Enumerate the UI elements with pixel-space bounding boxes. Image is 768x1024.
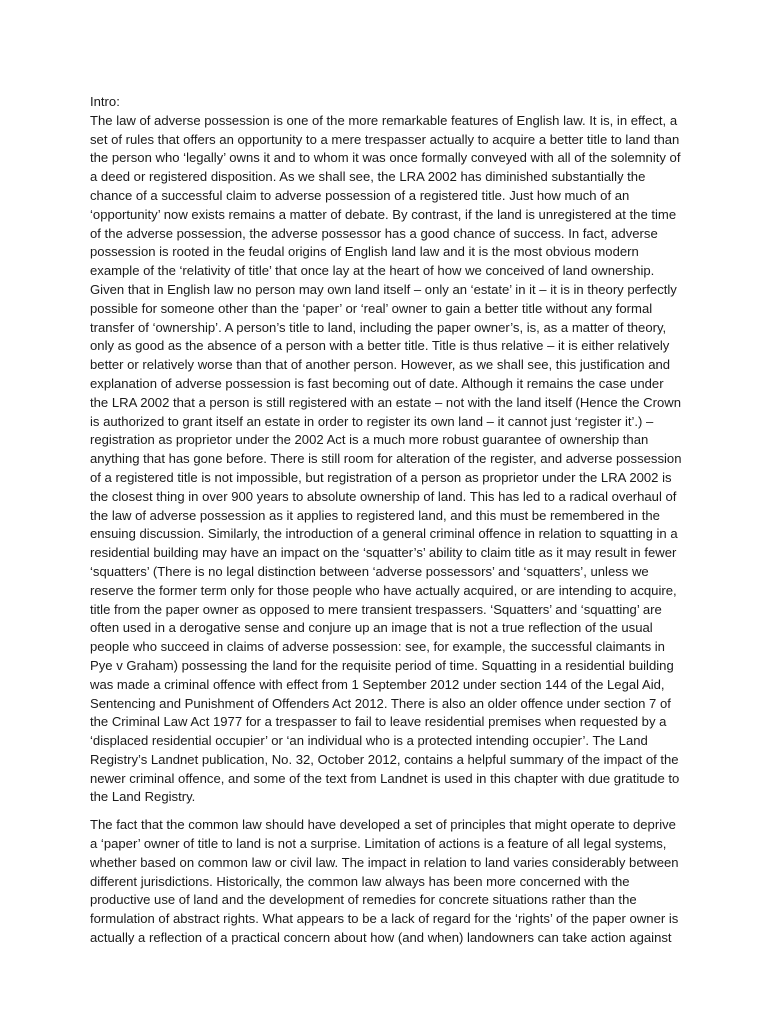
paragraph-common-law: The fact that the common law should have developed a set of principles that might operate to deprive a ‘paper’ owner of title to land is not a surprise. Limitation of actions is a feature of all legal systems, whether based on common law or civil law. The impact in relation to land varies considerably between different jurisdictions. Historically, the common law always has been more concerned with the productive use of land and the development of remedies for concrete situations rather than the formulation of abstract rights. What appears to be a lack of regard for the ‘rights’ of the paper owner is actually a reflection of a practical concern about how (and when) landowners can take action against xyxy=(90,817,679,946)
paragraph-intro: The law of adverse possession is one of the more remarkable features of English law. It is, in effect, a set of rules that offers an opportunity to a mere trespasser actually to acquire a better title to land than the person who ‘legally’ owns it and to whom it was once formally conveyed with all of the solemnity of a deed or registered disposition. As we shall see, the LRA 2002 has diminished substantially the chance of a successful claim to adverse possession of a registered title. Just how much of an ‘opportunity’ now exists remains a matter of debate. By contrast, if the land is unregistered at the time of the adverse possession, the adverse possessor has a good chance of success. In fact, adverse possession is rooted in the feudal origins of English land law and it is the most obvious modern example of the ‘relativity of title’ that once lay at the heart of how we conceived of land ownership. Given that in English law no person may own land itself – only an ‘estate’ in it – it is in theory perfectly possible for someone other than the ‘paper’ or ‘real’ owner to gain a better title without any formal transfer of ‘ownership’. A person’s title to land, including the paper owner’s, is, as a matter of theory, only as good as the absence of a person with a better title. Title is thus relative – it is either relatively better or relatively worse than that of another person. However, as we shall see, this justification and explanation of adverse possession is fast becoming out of date. Although it remains the case under the LRA 2002 that a person is still registered with an estate – not with the land itself (Hence the Crown is authorized to grant itself an estate in order to register its own land – it cannot just ‘register it’.) – registration as proprietor under the 2002 Act is a much more robust guarantee of ownership than anything that has gone before. There is still room for alteration of the register, and adverse possession of a registered title is not impossible, but registration of a person as proprietor under the LRA 2002 is the closest thing in over 900 years to absolute ownership of land. This has led to a radical overhaul of the law of adverse possession as it applies to registered land, and this must be remembered in the ensuing discussion. Similarly, the introduction of a general criminal offence in relation to squatting in a residential building may have an impact on the ‘squatter’s’ ability to claim title as it may result in fewer ‘squatters’ (There is no legal distinction between ‘adverse possessors’ and ‘squatters’, unless we reserve the former term only for those people who have actually acquired, or are intending to acquire, title from the paper owner as opposed to mere transient trespassers. ‘Squatters’ and ‘squatting’ are often used in a derogative sense and conjure up an image that is not a true reflection of the usual people who succeed in claims of adverse possession: see, for example, the successful claimants in Pye v Graham) possessing the land for the requisite period of time. Squatting in a residential building was made a criminal offence with effect from 1 September 2012 under section 144 of the Legal Aid, Sentencing and Punishment of Offenders Act 2012. There is also an older offence under section 7 of the Criminal Law Act 1977 for a trespasser to fail to leave residential premises when requested by a ‘displaced residential occupier’ or ‘an individual who is a protected intending occupier’. The Land Registry’s Landnet publication, No. 32, October 2012, contains a helpful summary of the impact of the newer criminal offence, and some of the text from Landnet is used in this chapter with due gratitude to the Land Registry. xyxy=(90,112,682,805)
document-heading: Intro: xyxy=(90,94,120,109)
document-page xyxy=(90,93,682,948)
